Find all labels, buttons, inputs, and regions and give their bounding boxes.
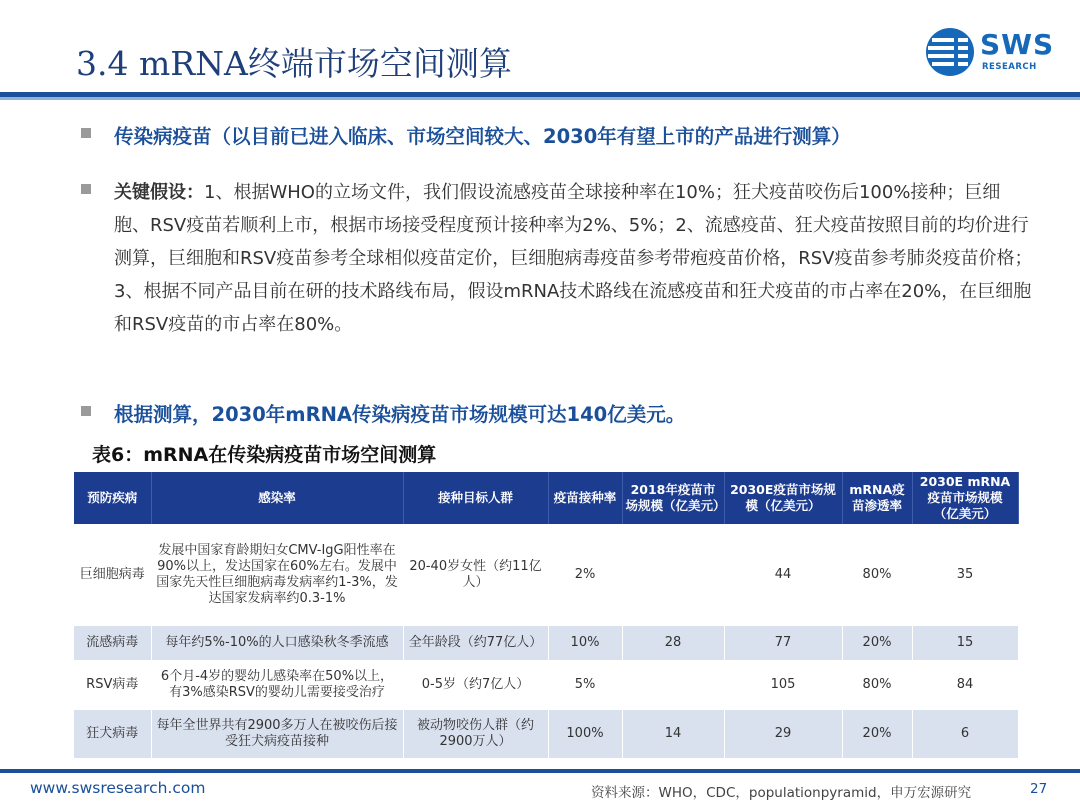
cell-infection-rate: 每年约5%-10%的人口感染秋冬季流感 [151, 626, 403, 660]
bullet-square-icon [81, 128, 91, 138]
header-disease: 预防疾病 [74, 472, 151, 524]
cell-disease: RSV病毒 [74, 660, 151, 710]
market-size-table [74, 472, 1019, 758]
table-header-row [74, 472, 1018, 524]
cell-2018-market: 14 [622, 710, 724, 758]
cell-target-population: 20-40岁女性（约11亿人） [403, 524, 548, 626]
cell-vaccination-rate: 5% [548, 660, 622, 710]
cell-infection-rate: 发展中国家育龄期妇女CMV-IgG阳性率在90%以上，发达国家在60%左右。发展中国家先天性巨细胞病毒发病率约1-3%，发达国家发病率约0.3-1% [151, 524, 403, 626]
sws-logo [924, 26, 1059, 78]
table-row [74, 710, 1018, 758]
cell-mrna-penetration: 20% [842, 626, 912, 660]
bullet-infectious-vaccines: 传染病疫苗（以目前已进入临床、市场空间较大、2030年有望上市的产品进行测算） [114, 125, 851, 148]
cell-2030e-market: 29 [724, 710, 842, 758]
cell-2030e-market: 44 [724, 524, 842, 626]
header-2030e-market: 2030E疫苗市场规模（亿美元） [724, 472, 842, 524]
page-number: 27 [1030, 781, 1048, 797]
table-row [74, 660, 1018, 710]
bullet-conclusion: 根据测算，2030年mRNA传染病疫苗市场规模可达140亿美元。 [114, 403, 686, 426]
cell-vaccination-rate: 10% [548, 626, 622, 660]
sws-globe-icon [924, 26, 976, 78]
bullet-square-icon [81, 184, 91, 194]
cell-disease: 巨细胞病毒 [74, 524, 151, 626]
footer-source: 资料来源：WHO，CDC，populationpyramid，申万宏源研究 [591, 785, 972, 801]
cell-2030e-market: 77 [724, 626, 842, 660]
cell-mrna-penetration: 20% [842, 710, 912, 758]
cell-target-population: 0-5岁（约7亿人） [403, 660, 548, 710]
cell-target-population: 被动物咬伤人群（约2900万人） [403, 710, 548, 758]
footer-website-link[interactable]: www.swsresearch.com [30, 779, 206, 797]
title-rule-accent [0, 97, 1080, 100]
cell-2030e-mrna-market: 6 [912, 710, 1018, 758]
header-target-population: 接种目标人群 [403, 472, 548, 524]
key-assumptions-label: 关键假设： [114, 182, 204, 203]
cell-mrna-penetration: 80% [842, 524, 912, 626]
cell-disease: 流感病毒 [74, 626, 151, 660]
header-2030e-mrna-market: 2030E mRNA疫苗市场规模（亿美元） [912, 472, 1018, 524]
cell-2030e-mrna-market: 84 [912, 660, 1018, 710]
logo-subtext: RESEARCH [982, 62, 1037, 72]
table-row [74, 524, 1018, 626]
header-2018-market: 2018年疫苗市场规模（亿美元） [622, 472, 724, 524]
cell-2018-market [622, 524, 724, 626]
cell-2030e-mrna-market: 35 [912, 524, 1018, 626]
bullet-key-assumptions [114, 176, 1034, 341]
cell-vaccination-rate: 2% [548, 524, 622, 626]
table-caption: 表6：mRNA在传染病疫苗市场空间测算 [92, 444, 437, 466]
cell-target-population: 全年龄段（约77亿人） [403, 626, 548, 660]
cell-disease: 狂犬病毒 [74, 710, 151, 758]
table-row [74, 626, 1018, 660]
cell-2030e-mrna-market: 15 [912, 626, 1018, 660]
footer-rule [0, 769, 1080, 773]
bullet-square-icon [81, 406, 91, 416]
cell-infection-rate: 6个月-4岁的婴幼儿感染率在50%以上，有3%感染RSV的婴幼儿需要接受治疗 [151, 660, 403, 710]
page-title: 3.4 mRNA终端市场空间测算 [76, 44, 512, 83]
cell-2018-market: 28 [622, 626, 724, 660]
header-mrna-penetration: mRNA疫苗渗透率 [842, 472, 912, 524]
logo-text: SWS [980, 28, 1055, 61]
cell-infection-rate: 每年全世界共有2900多万人在被咬伤后接受狂犬病疫苗接种 [151, 710, 403, 758]
key-assumptions-text: 1、根据WHO的立场文件，我们假设流感疫苗全球接种率在10%；狂犬疫苗咬伤后100%接种；巨细胞、RSV疫苗若顺利上市，根据市场接受程度预计接种率为2%、5%；2、流感疫苗、狂犬疫苗按照目前的均价进行测算，巨细胞和RSV疫苗参考全球相似疫苗定价，巨细胞病毒疫苗参考带疱疫苗价格，RSV疫苗参考肺炎疫苗价格；3、根据不同产品目前在研的技术路线布局，假设mRNA技术路线在流感疫苗和狂犬疫苗的市占率在20%，在巨细胞和RSV疫苗的市占率在80%。 [114, 182, 1033, 335]
header-vaccination-rate: 疫苗接种率 [548, 472, 622, 524]
cell-2018-market [622, 660, 724, 710]
cell-2030e-market: 105 [724, 660, 842, 710]
cell-vaccination-rate: 100% [548, 710, 622, 758]
cell-mrna-penetration: 80% [842, 660, 912, 710]
header-infection-rate: 感染率 [151, 472, 403, 524]
